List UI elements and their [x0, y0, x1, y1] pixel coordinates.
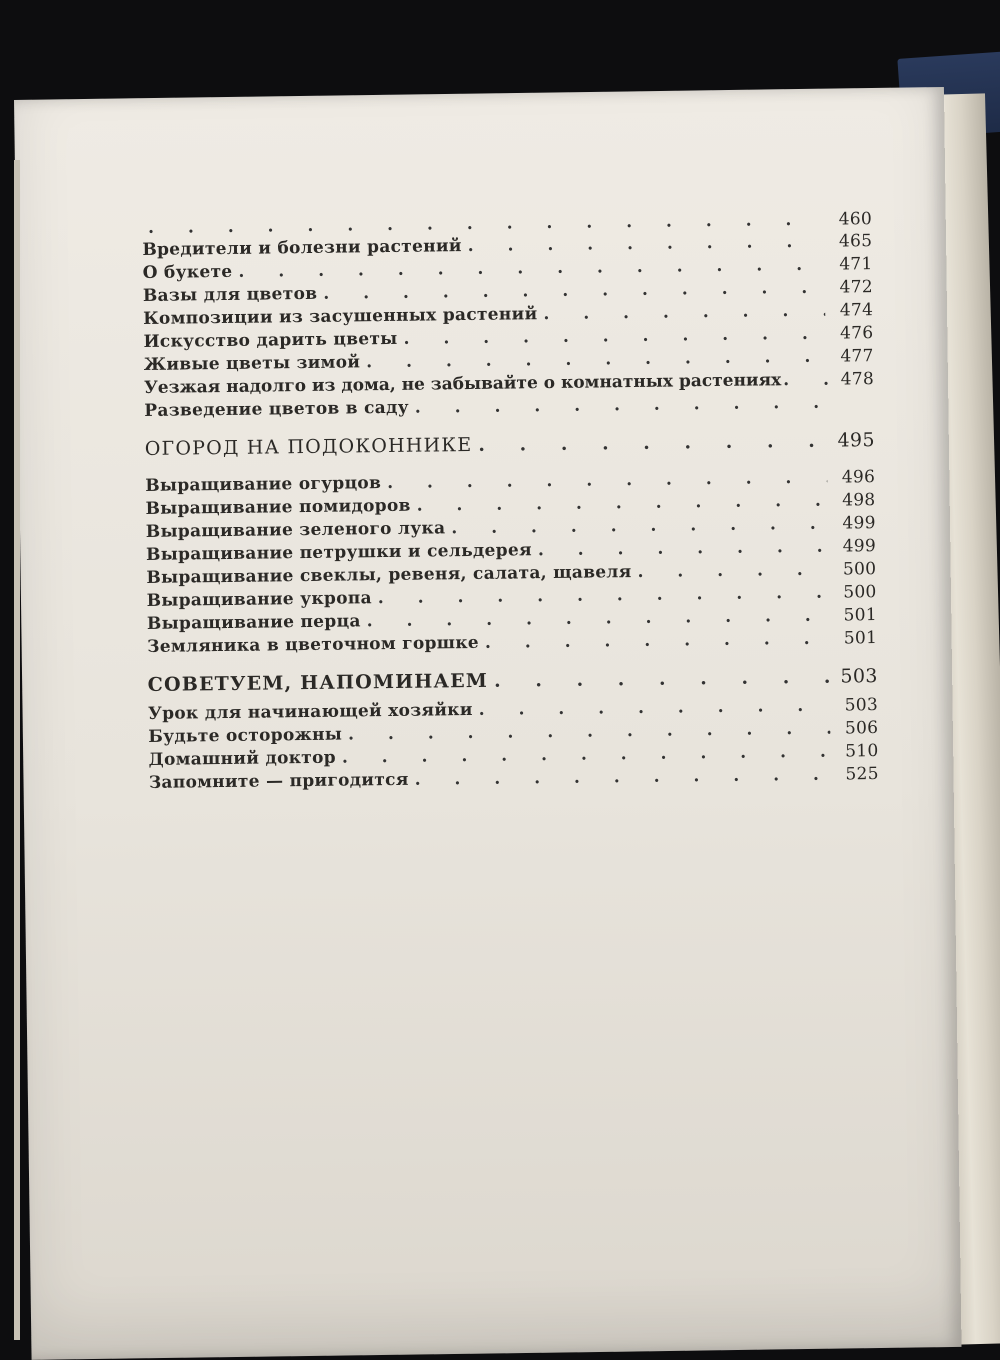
toc-page-number: 510 [845, 741, 879, 762]
dot-leader [415, 765, 831, 790]
dot-leader [378, 583, 829, 609]
toc-page-number [832, 407, 874, 408]
toc-page-number: 503 [840, 665, 878, 688]
toc-entry-title: Выращивание зеленого лука [145, 518, 446, 542]
section-title: ОГОРОД НА ПОДОКОННИКЕ [144, 433, 473, 460]
toc-entry-title: Вазы для цветов [142, 283, 318, 306]
toc-entry-title: Выращивание свеклы, ревеня, салата, щавеля [146, 562, 632, 588]
toc-page-number: 501 [843, 605, 878, 626]
toc-page-number: 495 [837, 429, 875, 452]
toc-entry-title: Выращивание петрушки и сельдерея [145, 540, 533, 565]
toc-page-number: 477 [840, 346, 874, 367]
section-title: СОВЕТУЕМ, НАПОМИНАЕМ [147, 669, 489, 696]
toc-entry-title: Запомните — пригодится [148, 769, 409, 793]
dot-leader [479, 696, 831, 720]
dot-leader [415, 393, 827, 418]
toc-page-number: 465 [838, 231, 873, 252]
toc-page-number: 474 [839, 300, 874, 321]
toc-page-number: 496 [841, 467, 876, 488]
toc-entry-title: Искусство дарить цветы [143, 328, 398, 352]
toc-page-number: 499 [842, 513, 876, 534]
toc-page-number: 498 [842, 490, 876, 511]
toc-entry-title: Композиции из засушенных растений [143, 304, 538, 329]
toc-entry-title: Выращивание помидоров [145, 495, 411, 519]
toc-entry-title: Уезжая надолго из дома, не забывайте о комнатных растениях [143, 370, 782, 398]
toc-page-number: 525 [845, 764, 879, 785]
toc-page-number: 500 [843, 582, 877, 603]
dot-leader [485, 629, 829, 653]
toc-entry-title: Вредители и болезни растений [142, 236, 462, 260]
toc-entry-title: Живые цветы зимой [143, 352, 361, 375]
toc-page-number: 478 [840, 369, 875, 390]
toc-page-number: 500 [842, 559, 877, 580]
toc-entry-title: Выращивание огурцов [145, 473, 382, 496]
toc-page-number: 501 [843, 628, 878, 649]
dot-leader [451, 514, 828, 539]
toc-page-number: 460 [838, 209, 873, 230]
dot-leader [637, 560, 828, 582]
toc-entry-title: Урок для начинающей хозяйки [147, 699, 473, 724]
toc-entry-title: Земляника в цветочном горшке [147, 632, 480, 657]
dot-leader [494, 666, 830, 692]
toc-entry-title: Домашний доктор [148, 747, 337, 770]
dot-leader [543, 301, 825, 324]
toc-page-number: 506 [844, 718, 879, 739]
dot-leader [367, 606, 829, 632]
table-of-contents [142, 209, 879, 796]
toc-page-number: 476 [839, 323, 874, 344]
toc-page-number: 472 [839, 277, 874, 298]
toc-entry-title: Выращивание укропа [146, 588, 372, 611]
toc-page-number: 471 [839, 254, 873, 275]
dot-leader [403, 324, 825, 349]
toc-entry-title: Разведение цветов в саду [144, 397, 409, 421]
toc-entry-title: Будьте осторожны [148, 724, 343, 747]
toc-page-number: 499 [842, 536, 877, 557]
dot-leader [417, 491, 828, 516]
toc-entry-title: О букете [142, 261, 233, 283]
toc-page-number: 503 [844, 695, 879, 716]
dot-leader [478, 430, 827, 456]
dot-leader [387, 468, 827, 493]
dot-leader [783, 370, 830, 391]
dot-leader [538, 537, 828, 561]
dot-leader [468, 232, 825, 256]
dot-leader [366, 347, 826, 373]
page-left-edge [14, 160, 20, 1340]
toc-entry-title: Выращивание перца [146, 611, 361, 634]
